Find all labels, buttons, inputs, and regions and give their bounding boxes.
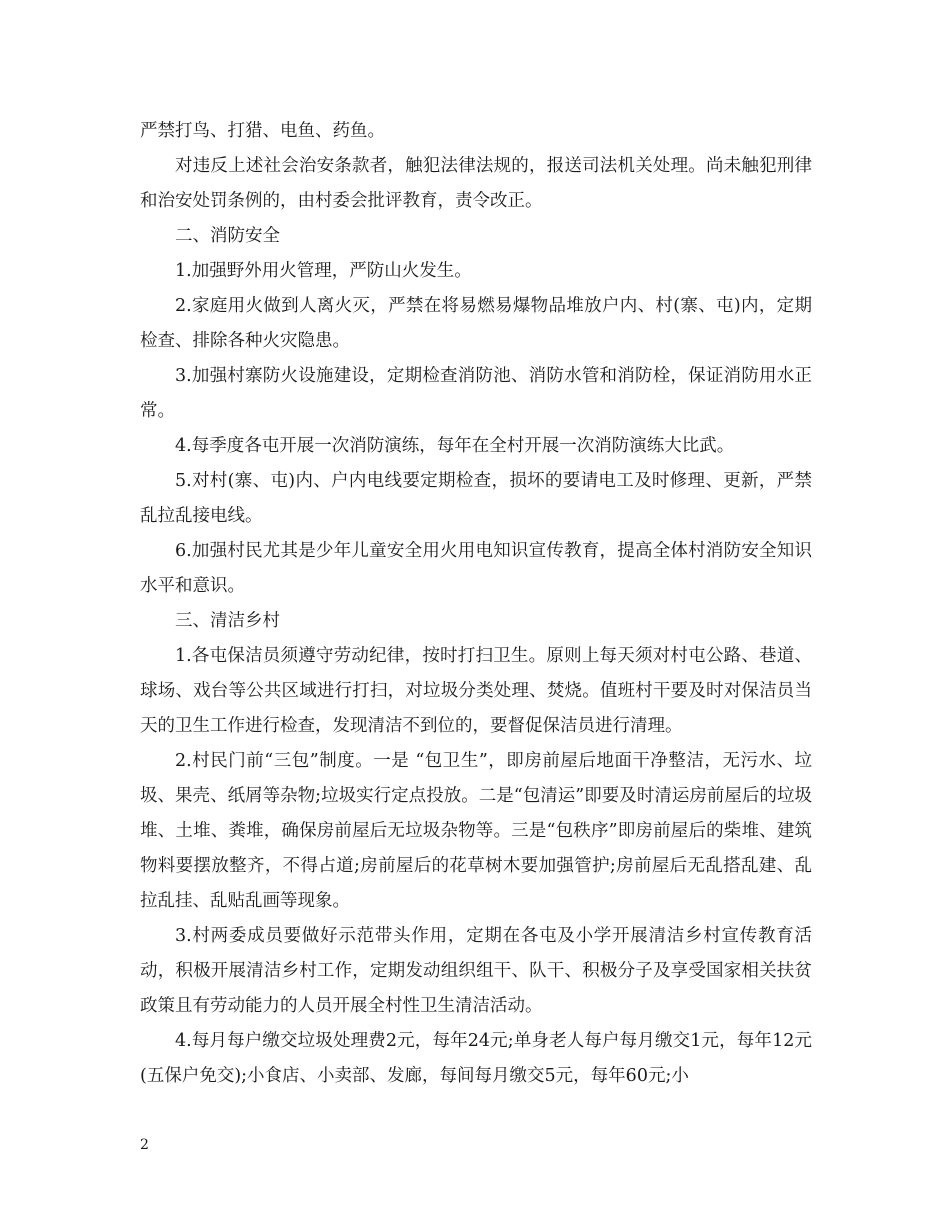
paragraph: 3.村两委成员要做好示范带头作用，定期在各屯及小学开展清洁乡村宣传教育活动，积极开展清洁乡村工作，定期发动组织组干、队干、积极分子及享受国家相关扶贫政策且有劳动能力的人员开展全村性卫生清洁活动。 bbox=[140, 926, 812, 1016]
paragraph: 1.加强野外用火管理，严防山火发生。 bbox=[175, 261, 472, 281]
section-heading: 二、消防安全 bbox=[175, 226, 280, 246]
paragraph: 3.加强村寨防火设施建设，定期检查消防池、消防水管和消防栓，保证消防用水正常。 bbox=[140, 366, 812, 421]
paragraph: 1.各屯保洁员须遵守劳动纪律，按时打扫卫生。原则上每天须对村屯公路、巷道、球场、戏台等公共区域进行打扫，对垃圾分类处理、焚烧。值班村干要及时对保洁员当天的卫生工作进行检查，发现清洁不到位的，要督促保洁员进行清理。 bbox=[140, 646, 812, 736]
paragraph: 4.每月每户缴交垃圾处理费2元，每年24元;单身老人每户每月缴交1元，每年12元(五保户免交);小食店、小卖部、发廊，每间每月缴交5元，每年60元;小 bbox=[140, 1031, 812, 1086]
paragraph: 2.家庭用火做到人离火灭，严禁在将易燃易爆物品堆放户内、村(寨、屯)内，定期检查、排除各种火灾隐患。 bbox=[140, 296, 812, 351]
page-number: 2 bbox=[140, 1137, 149, 1153]
document-body bbox=[140, 114, 812, 1094]
paragraph: 6.加强村民尤其是少年儿童安全用火用电知识宣传教育，提高全体村消防安全知识水平和意识。 bbox=[140, 541, 812, 596]
paragraph: 4.每季度各屯开展一次消防演练，每年在全村开展一次消防演练大比武。 bbox=[175, 436, 735, 456]
paragraph: 严禁打鸟、打猎、电鱼、药鱼。 bbox=[140, 121, 385, 141]
section-heading: 三、清洁乡村 bbox=[175, 611, 280, 631]
paragraph: 5.对村(寨、屯)内、户内电线要定期检查，损坏的要请电工及时修理、更新，严禁乱拉乱接电线。 bbox=[140, 471, 812, 526]
paragraph: 2.村民门前“三包”制度。一是 “包卫生”，即房前屋后地面干净整洁，无污水、垃圾、果壳、纸屑等杂物;垃圾实行定点投放。二是“包清运”即要及时清运房前屋后的垃圾堆、土堆、粪堆，确保房前屋后无垃圾杂物等。三是“包秩序”即房前屋后的柴堆、建筑物料要摆放整齐，不得占道;房前屋后的花草树木要加强管护;房前屋后无乱搭乱建、乱拉乱挂、乱贴乱画等现象。 bbox=[140, 751, 812, 911]
paragraph: 对违反上述社会治安条款者，触犯法律法规的，报送司法机关处理。尚未触犯刑律和治安处罚条例的，由村委会批评教育，责令改正。 bbox=[140, 156, 812, 211]
